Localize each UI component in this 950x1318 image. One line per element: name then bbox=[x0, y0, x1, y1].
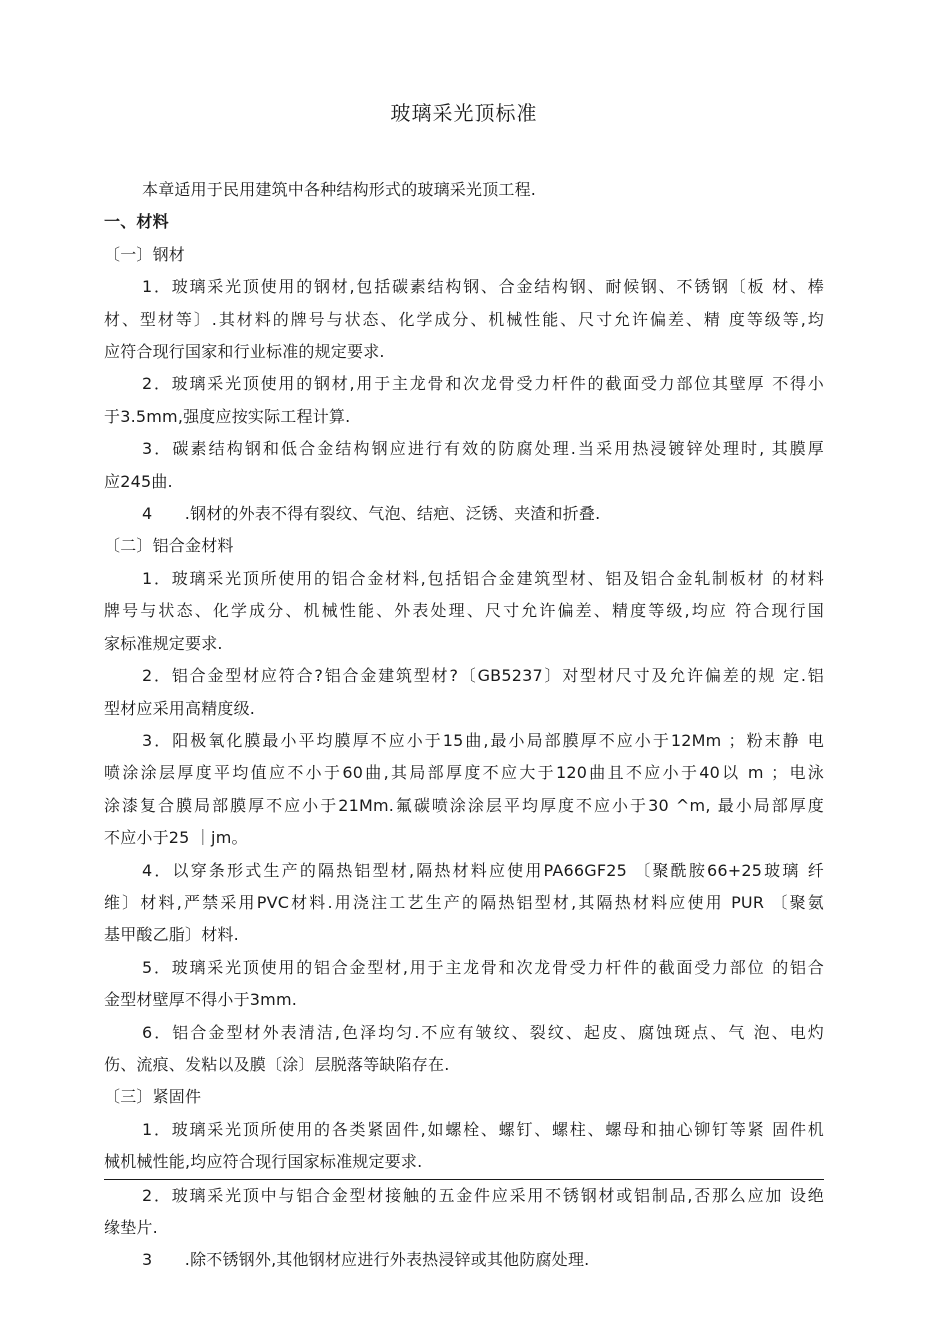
text-line: 应245曲. bbox=[104, 471, 173, 491]
document-title: 玻璃采光顶标准 bbox=[390, 101, 538, 125]
text-line: 1．玻璃采光顶所使用的铝合金材料,包括铝合金建筑型材、铝及铝合金轧制板材 的材料 bbox=[142, 568, 824, 588]
text-line: 喷涂涂层厚度平均值应不小于60曲,其局部厚度不应大于120曲且不应小于40以 m ；电泳 bbox=[104, 763, 824, 783]
text-line: 维〕材料,严禁采用PVC材料.用浇注工艺生产的隔热铝型材,其隔热材料应使用 PUR 〔聚氨 bbox=[104, 892, 824, 912]
text-line: 不应小于25 ｜jm。 bbox=[104, 828, 248, 848]
text-line: 基甲酸乙脂〕材料. bbox=[104, 925, 239, 945]
text-line: 于3.5mm,强度应按实际工程计算. bbox=[104, 406, 351, 426]
text-line: 3 .除不锈钢外,其他钢材应进行外表热浸锌或其他防腐处理. bbox=[142, 1250, 590, 1270]
text-line: 本章适用于民用建筑中各种结构形式的玻璃采光顶工程. bbox=[142, 180, 537, 199]
text-line: 涂漆复合膜局部膜厚不应小于21Mm.氟碳喷涂涂层平均厚度不应小于30 ^m, 最小局部厚度 bbox=[104, 795, 824, 815]
text-line: 牌号与状态、化学成分、机械性能、外表处理、尺寸允许偏差、精度等级,均应 符合现行国 bbox=[104, 601, 824, 621]
text-line: 2．玻璃采光顶使用的钢材,用于主龙骨和次龙骨受力杆件的截面受力部位其壁厚 不得小 bbox=[142, 374, 824, 394]
text-line: 金型材壁厚不得小于3mm. bbox=[104, 990, 298, 1010]
text-line: 2．玻璃采光顶中与铝合金型材接触的五金件应采用不锈钢材或铝制品,否那么应加 设绝 bbox=[142, 1185, 824, 1205]
text-line: 5．玻璃采光顶使用的铝合金型材,用于主龙骨和次龙骨受力杆件的截面受力部位 的铝合 bbox=[142, 957, 824, 977]
text-line: 3．碳素结构钢和低合金结构钢应进行有效的防腐处理.当采用热浸镀锌处理时, 其膜厚 bbox=[142, 439, 824, 459]
text-line: 3．阳极氧化膜最小平均膜厚不应小于15曲,最小局部膜厚不应小于12Mm ；粉末静 电 bbox=[142, 730, 824, 750]
text-line: 型材应采用高精度级. bbox=[104, 698, 256, 718]
text-line: 应符合现行国家和行业标准的规定要求. bbox=[104, 342, 385, 362]
text-line: 4．以穿条形式生产的隔热铝型材,隔热材料应使用PA66GF25 〔聚酰胺66+25玻璃 纤 bbox=[142, 860, 824, 880]
section-heading: 一、材料 bbox=[104, 212, 169, 232]
text-line: 械机械性能,均应符合现行国家标准规定要求. bbox=[104, 1146, 824, 1179]
text-line: 〔二〕铝合金材料 bbox=[104, 536, 234, 556]
text-line: 材、型材等〕.其材料的牌号与状态、化学成分、机械性能、尺寸允许偏差、精 度等级等,均 bbox=[104, 309, 824, 329]
text-line: 1．玻璃采光顶使用的钢材,包括碳素结构钢、合金结构钢、耐候钢、不锈钢〔板 材、棒 bbox=[142, 277, 824, 297]
document-body bbox=[104, 174, 824, 1277]
text-line: 2．铝合金型材应符合?铝合金建筑型材?〔GB5237〕对型材尺寸及允许偏差的规 定.铝 bbox=[142, 666, 824, 686]
text-line: 家标准规定要求. bbox=[104, 633, 223, 653]
text-line: 1．玻璃采光顶所使用的各类紧固件,如螺栓、螺钉、螺柱、螺母和抽心铆钉等紧 固件机 bbox=[142, 1119, 824, 1139]
text-line: 6．铝合金型材外表清洁,色泽均匀.不应有皱纹、裂纹、起皮、腐蚀斑点、气 泡、电灼 bbox=[142, 1022, 824, 1042]
text-line: 〔一〕钢材 bbox=[104, 244, 186, 264]
text-line: 伤、流痕、发粘以及膜〔涂〕层脱落等缺陷存在. bbox=[104, 1054, 450, 1074]
text-line: 〔三〕紧固件 bbox=[104, 1087, 202, 1107]
text-line: 缘垫片. bbox=[104, 1218, 158, 1237]
text-line: 4 .钢材的外表不得有裂纹、气泡、结疤、泛锈、夹渣和折叠. bbox=[142, 504, 601, 524]
